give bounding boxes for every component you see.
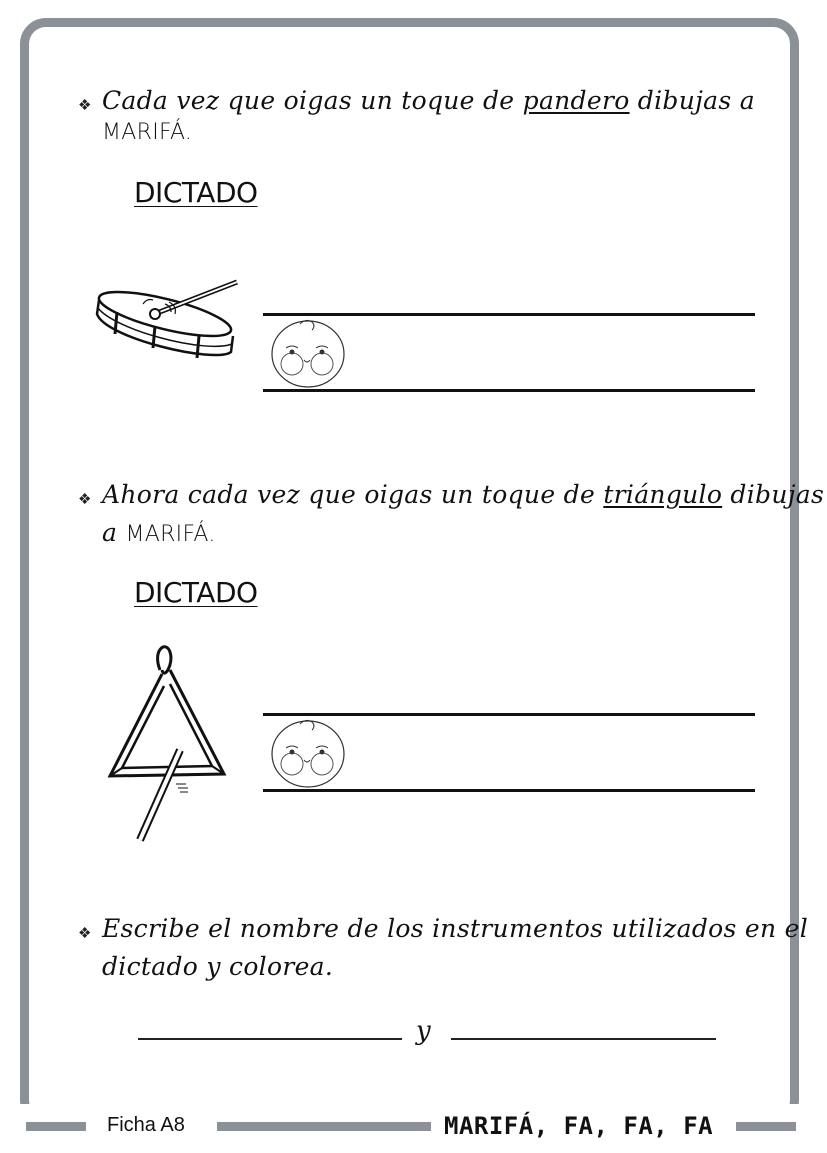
answer-connector: y <box>416 1016 431 1046</box>
instruction-1-line2 <box>102 114 192 150</box>
instruction-1-underlined: pandero <box>522 86 630 115</box>
bullet-icon: ❖ <box>78 924 92 942</box>
answer-line-bottom-2 <box>263 789 755 792</box>
footer-bar-left <box>26 1122 86 1131</box>
tambourine-icon <box>95 278 245 368</box>
dictado-heading-1: DICTADO <box>134 176 258 209</box>
marifa-face-icon <box>270 716 350 788</box>
answer-blank-1[interactable] <box>138 1038 402 1040</box>
instruction-2 <box>102 478 824 512</box>
instruction-3-line2: dictado y colorea. <box>102 952 334 981</box>
instruction-2-text-a: Ahora cada vez que oigas un toque de <box>102 480 604 509</box>
marifa-face-icon <box>270 316 350 388</box>
instruction-2-underlined: triángulo <box>603 480 723 509</box>
instruction-1 <box>102 84 755 118</box>
instruction-2-a: a <box>102 518 126 547</box>
answer-blank-2[interactable] <box>451 1038 716 1040</box>
instruction-2-line2 <box>102 516 216 552</box>
sheet-label: Ficha A8 <box>107 1114 185 1136</box>
instruction-3: Escribe el nombre de los instrumentos utilizados en el <box>102 914 809 943</box>
bullet-icon: ❖ <box>78 490 92 508</box>
instruction-2-text-b: dibujas <box>722 480 825 509</box>
instruction-2-marifa: MARIFÁ. <box>125 522 216 547</box>
triangle-icon <box>100 640 235 850</box>
answer-line-bottom-1 <box>263 389 755 392</box>
bullet-icon: ❖ <box>78 96 92 114</box>
footer-bar-right <box>736 1122 796 1131</box>
footer-title: MARIFÁ, FA, FA, FA <box>444 1112 714 1140</box>
footer-bar-middle <box>217 1122 431 1131</box>
instruction-1-text-b: dibujas a <box>629 86 755 115</box>
instruction-1-text-a: Cada vez que oigas un toque de <box>102 86 523 115</box>
dictado-heading-2: DICTADO <box>134 576 258 609</box>
instruction-1-marifa: MARIFÁ. <box>102 120 193 145</box>
